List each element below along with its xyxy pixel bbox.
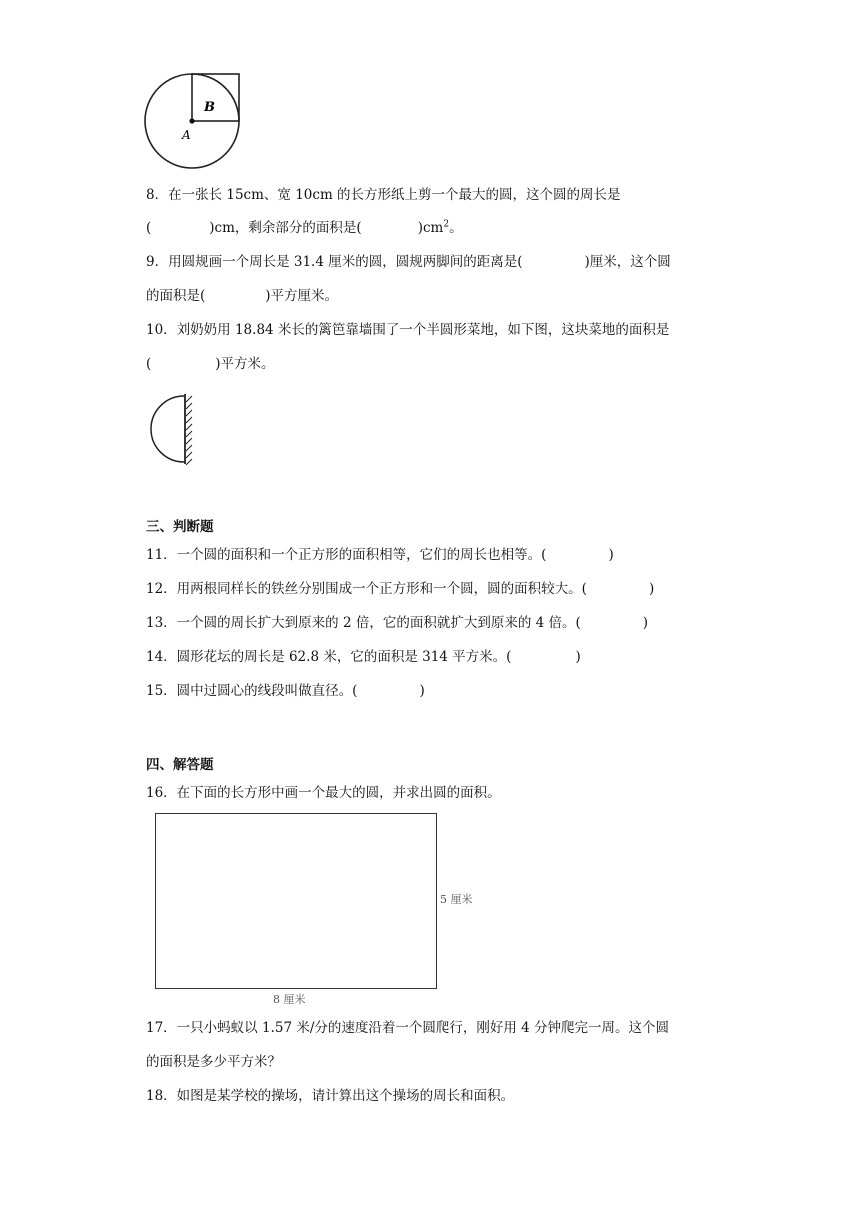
q10-line1: 10．刘奶奶用 18.84 米长的篱笆靠墙围了一个半圆形菜地，如下图，这块菜地的面积是	[146, 322, 670, 338]
q17-line2: 的面积是多少平方米？	[146, 1054, 281, 1070]
semicircle-wall-figure	[146, 392, 196, 466]
section3-title: 三、判断题	[146, 519, 214, 535]
q8-line2: ( )cm，剩余部分的面积是( )$cm^2$。	[146, 219, 463, 236]
q15: 15．圆中过圆心的线段叫做直径。( )	[146, 683, 425, 699]
rect-width-label: 8 厘米	[273, 993, 306, 1006]
q10-line2: ( )平方米。	[146, 356, 275, 372]
q8-line1: 8．在一张长 15cm、宽 10cm 的长方形纸上剪一个最大的圆，这个圆的周长是	[146, 187, 621, 203]
q12: 12．用两根同样长的铁丝分别围成一个正方形和一个圆，圆的面积较大。( )	[146, 581, 655, 597]
label-b: B	[204, 100, 215, 115]
label-a: A	[182, 128, 191, 142]
q18: 18．如图是某学校的操场，请计算出这个操场的周长和面积。	[146, 1088, 515, 1104]
q9-line1: 9．用圆规画一个周长是 31.4 厘米的圆，圆规两脚间的距离是( )厘米，这个圆	[146, 254, 671, 270]
q13: 13．一个圆的周长扩大到原来的 2 倍，它的面积就扩大到原来的 4 倍。( )	[146, 615, 649, 631]
rect-height-label: 5 厘米	[440, 893, 473, 906]
q16: 16．在下面的长方形中画一个最大的圆，并求出圆的面积。	[146, 785, 501, 801]
rectangle-figure	[155, 813, 437, 989]
q9-line2: 的面积是( )平方厘米。	[146, 288, 339, 304]
section4-title: 四、解答题	[146, 757, 214, 773]
circle-square-figure	[140, 66, 250, 172]
q11: 11．一个圆的面积和一个正方形的面积相等，它们的周长也相等。( )	[146, 547, 614, 563]
q14: 14．圆形花坛的周长是 62.8 米，它的面积是 314 平方米。( )	[146, 649, 581, 665]
q17-line1: 17．一只小蚂蚁以 1.57 米/分的速度沿着一个圆爬行，刚好用 4 分钟爬完一周。这个圆	[146, 1020, 670, 1036]
